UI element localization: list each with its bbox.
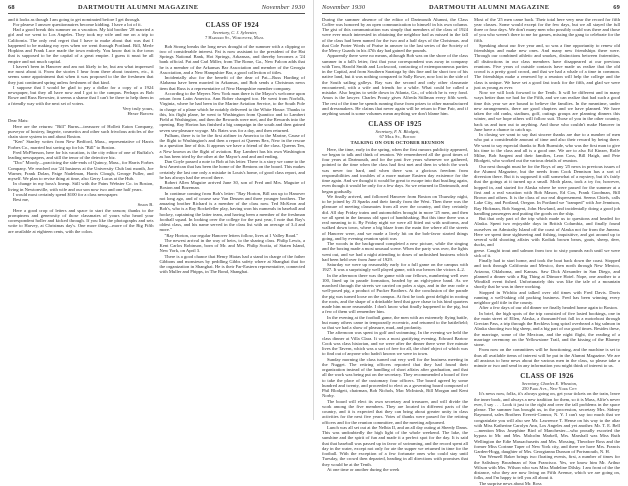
section-subhead: TALKING ON OUR OCTOBER REUNION (350, 140, 445, 146)
paragraph: We finally arrived, and followed Hanover from Boston on Thursday night, to be joined by J3 Sparks and their family from the West. Then there was the pleasure of meeting classmates from all over the country, and they certainly did. All day Friday trains and automobiles brought in more '25 men, and then we all spent in the famous old sport of handshaking. But this time there was a real meaning to it. By Friday night we were all fitted out with uniforms, and walked down town, where a big blaze from the main fire where all the streets of Hanover were, and we made a lively hit on the bob-favor started things going, and by evening reunion spirit was (322, 193, 468, 241)
paragraph: In change in my boss's lineup. Still with the Pains Webster Co. in Boston, living in Newtonville, with wife and our son now two and one half years. (8, 181, 154, 192)
running-head (8, 4, 305, 14)
paragraph: Fred McPherson, here for his vacation, is the city editor of one of Buffalo's leading newspapers, and still the tenor of the detective biz. (8, 149, 154, 160)
paragraph: Finally had to start home, and took the boat back down the coast. Stopped and took through California and Mexico, then north through New Mexico, Arizona, Oklahoma, and Kansas. Saw Dick Alexander in San Diego, and planned a dinner with a Big Thing at Ditmore Hotel. Nope, one another to a Windfall event fished. Unfortunately this was like the tale of a mountain shortly that he was in there working. (474, 258, 620, 290)
paragraph: Here are the returns: "Bill" Burns—treasurer of Hollett Eaton Company, purveyor of hosiery, lingerie, cosmetics and other such frivolous articles of the chain store system in and about Boston. (8, 123, 154, 139)
letter-salutation: Dear Mats: (8, 118, 29, 124)
paragraph: In closing we want to say that sincere thanks are due to a number of men who put a considerable amount of time and also their reward by being there. We want to say especial thanks to Bob Burnside, who was the first man to give his time to the class and all is a good one. We are to also Ed Kinzer, Rolfe Milne, Bob Sargent and their families, Leon Coss, Bill Haigh, and Pete Blodgett, who worked out the various details of reunion. (474, 132, 620, 164)
issue-month: November 1930 (322, 4, 366, 11)
paragraph: Stopped in Wichita and talked over old times with Fred Davis. Davis running a well-taking old packing business. Fred has been winning every neighbor golf title in the county. (474, 289, 620, 305)
paragraph: Most of the '25 men came back. Their total here very near the record for fifth year classes. Some would except for the few days, but we all stayed the full three or four days. We don't many men who possibly could was there and those of you who weren't there to me for games, missing the gang to celebrate for the fifth. (474, 16, 620, 43)
secretary-address: 67 Milk St., Boston (379, 134, 416, 140)
paragraph: In the afternoon there was the game with our fellows, numbering well over 100, lined up in parade formation, headed by an eight-piece band. As we marched through the streets we carried on poles a sign, and in the rear rode a well-posed pig, a product of Pucker Brothers. At the conclusion of the parade the pig was turned loose on the campus. At first he took great delight in rooting the roots, and the shape of a drinkable herd that gave chase to his hind quarters made him more reasonable. I don't know what finally happened to the pig, but a few of them will remember him. (322, 272, 468, 315)
column-3 (322, 16, 468, 472)
paragraph: Van Wenzell Baker brings two floating events, first, a number of times for the Salisbury Broadman of San Francisco. Yes, we know him Mr. Arthur Wilson with Mrs. Wilson who was Miss Madeline Dilsky. I am front of the the distance, who they are now living on Fifth Avenue, which we are going on, folks, and I'm happy to tell you all about it. (474, 454, 620, 481)
paragraph: After a few days of our old dinner we finally headed home again to Boston. (479, 305, 618, 311)
paragraph: Here a good crop of letters and space to start the season; thanks to the promptness and generosity of those classmates of yours who heard your correspondent holler and kicked through. If you like the photographs and sets write to Harvey, at Christmas day's. One more thing—more of the Big Fifth are available at eighteen cents, with the colon. (8, 207, 154, 234)
paragraph: Dan Coyle passed a note to Bob at his letter. There is a story we came to the first American that has been the home of the Bentons on the board. This makes certainly the last one only a mistake in Louis's home, of good class report, and he has always had the record there. (159, 159, 305, 180)
paragraph: I would most certainly spend $100 for a class newspaper. (13, 191, 119, 197)
paragraph: It's news now, folks, it's always going on, get your tickets on the train, leave the inner book, and always a new tradition for them, so it is Mass, Alfie's never ever, I say . . . Look it just to the right and over the tall problems in the space please. The summer has brought us, in the procession, secretary Mrs. Sidney Raymond, sales Brothers Everett-Connor, N. Y. I can't say too much that we congratulate you will also see Mr. Lawrence T. Hense on his way to the altar with Miss Katherine Carolyn Ann, Los Angeles and yet another. Mr. T. E. Bell—mention Miss Josephine Bird of Manchester—who proudly escorted the bypass to Mr. and Mrs. Malcolm Markell, Mrs. Marshall was Miss Ruth Wellington the Edie Massachusetts and Mrs. Mossing, Theodore Ross and the former Miss Corinne Taper of New York city, and there we have Mrs. Francis Garden-Hogg, daughter of Mrs. Georgianna Dunson of Portsmouth, N. H. (474, 391, 620, 454)
paragraph: From now on the committees will be functioning, and the machine is set to thus all available items of interest will be put in the Alumni Magazine. We are all anxious to hear news about the various men in the class, so please take a minute or two and send in any information you might think of interest to us. (474, 347, 620, 368)
paragraph: "Ken" Stanley writes from New Bedford, Mass., representative of Harris Forbes Co., married but saving up for his "Bill" to Boston. (8, 139, 154, 150)
class-heading: CLASS OF 1926 (520, 372, 574, 381)
paragraph: But that only part of the trip which made us to questions and headed for Alaska. Spent two enjoyable days in British Columbia, and finally found ourselves on Admiralty Island off the coast of Alaska not far from the Juneau. Here we spent time sightseeing and fishing, inquisitive, and got around up to several wild shooting affairs with Kodiak brown bears, goats, sheep, deer, ducks, and (474, 216, 620, 248)
paragraph: The newest arrival in the way of heirs, to the sharing class. Philip Lewis, a Kent Carlos Robinson, born of Mr. and Mrs. Philip Scotia, of Staten Island, New York, on April 3. (159, 237, 305, 254)
column-1 (8, 17, 154, 421)
paragraph: At one time or another during the week (327, 466, 400, 472)
column-4 (474, 16, 620, 486)
paragraph: The afternoon was spent in golf and swimming. In the evening we held the class dinner at Villa Clara. It was a most gratifying evening. Edward Bartow Cook was class historian, and we were after the dinner there were five minute lives the Tavern, which was a sort of free for all, the chief object of which was to find out of anyone who hadn't known we were in town. (322, 330, 468, 357)
right-page (314, 0, 628, 486)
paragraph: For pleaese I answer questionnaires become kidding. I have a lot of it. (13, 21, 142, 27)
paragraph: In continue coming from Bob's letter: "Ray Horton, Bill ran up to Hanover not long ago, and of course saw Van Deusen and three younger brothers. The amazing brother Richard is a member of the class now. Ted McKeon and Bob's, who is a Ray Rockefeller play, having won his numerals in baseball and hockey, captaining the latter team, and having been a member of the freshman football squad. In looking over the college for the past year, I note that Ray's oldest class, and his name served in the class list with an average of 3.4 and more." (159, 190, 305, 233)
paragraph: Fulham, there is to be the first airliner in America to the Marine, Cause of the flight to Washington's and then a report at Queens Rex, New in the rescue in a question line of this. It appears we have a friend of the class. Queens Ten, a New known as the flight of aviation. Ray Lambert has his own Washington as has been tried by the other at the Mayor's and and and ending. (159, 132, 305, 159)
paragraph: There is a good chance that Henry Hiatas had a stand in charge of the father Gibbons and monsieurs by peddling Gibbs safety where at Shanghai that for the organization in Shanghai. He is their Far-Eastern representative, connected with Muller and Phipps, in The Bond, Shanghai. (159, 253, 305, 275)
paragraph: In brief, the high spots of the trip consisted of five lasted bookings, one in the main street of Ellen, Alaska, a thousand-foot fall in a motorboat through Grecian Pass, a trip through the Reckless long spiral overheard a big salmon in Alaska shooting two big sheep, and a big part of our good times. Besides these, the marriage, some of the Mexican, and the night flight, the reading of a marriage ceremony on the Yellowstone Trail, and the kissing of the Blarney stone. (474, 310, 620, 347)
paragraph: Robert Allen Maguire arrived June 30, son of Fred and Mrs. Maguire of Boston and Bozeman. (159, 180, 305, 191)
paragraph: Saturday we were up reasonably early for a full game on the campus with 1927. It was a surprisingly well played game, with our heroes the victors 4–2. (322, 262, 468, 273)
paragraph: Lunch was all set out at the Nelbia II, and an all day outing at Sheedy Dams. This was undoubtedly the high light of the whole weekend. The lake, the sunshine and the spirit of fun and made it a perfect spot for the day. It is said that that baseball was passed up in favor of swimming, and the record spent all day in the water, except not only for ate the supper we returned in time for the football. With the exception of a few fortunate ones who could stay until Tuesday, the crowd then departed, heading in all directions with promises that they would be at the Tenth. (322, 424, 468, 467)
paragraph: Sunday morning the class turned out very well for the business meeting in the Nugget. The retiring officers reported that they had found their organization instead of the handling of short affairs after graduation, and that all the work was being put on the secretary. They recommended a board of five to take the place of the customary four officers. The board agreed by some hundred and twenty, and proceeded to elect as a governing board composed of Phil Blodgett, chairman, Bob Nichols, Mac McIntosh, Bill Morgan and Kent Norby. (322, 356, 468, 399)
page-number: 68 (8, 4, 15, 11)
paragraph: Now we will look forward to the Tenth. It will be different and in many ways better than we had for the Fifth, and we can realize that had such a good time this year we are bound to believe the families. In the meantime, under new arrangements, there are good chapters and we have planned. We have taken the old ranks, stadium, golf, outings groups are planning dinners this winter, and we hope others will follow suit. Those of you in the other country, back us and turn out to anything. And those who couldn't make Hanover in June have a chance to catch up. (474, 90, 620, 132)
paragraph: Bob Strong breaks the long news drought of the summer with a clipping or two of considerable interest. Pat is now assistant to the president of the Hat Springs National Bank, Hot Springs, Arkansas, and thereby becomes a '24 bank official. Pat and Carl Miller, from The Rome, Ga., New Falcon adds that he is a member of the Arkansas Bar Association and member of the Georgia Association, and a New Hampshire Bar, a good collection of titles. (159, 43, 305, 75)
paragraph: The board will elect its own secretary and treasurer, and will divide the work among the five members. They are located in different parts of the country, and it is expected that they can bring about greater unity in class activities for the next five years. Votes of thanks were passed for the retiring officers and for the reunion committee, and the meeting adjourned. (322, 398, 468, 425)
paragraph: I suppose that I would be glad to pay a dollar for a copy of a 1924 newspaper, but they all have now and I got to the campus. Perhaps as Bob Rowe and Russ Brewster, it seems a shame that I can't be there to help them in a friendly way with the next set of voters. (8, 84, 154, 106)
paragraph: Speaking about our five year and, so was a fine opportunity to renew old friendships and make new ones. And many new friendships there were. Through our combined athletic and smokes, distinctions between fraternities, all distinctions in our class members have disappeared at our previous reunions. Five years of outside contacts have made us realize that the old crowd is a pretty good crowd, and that we had a whale of a time in common. The friendships make a renewed by a reunion will help the college and the class is unique. We have set a good fast track for the fifth, and glad we were just as young as ever. (474, 42, 620, 90)
class-secretary: Secretary, C. J. Sylvester, (212, 29, 257, 35)
paragraph: Had a good break this summer on a vacation. My kid brother '28 married a girl and we went to Los Angeles. They took my wife and me on a trip to California. The only real regret that I have to make about that was that I happened to be making my eyes when we went through Portland. Bill, Merle Hopkins and Frank Luce made the town entirely. You know that is the town that is supposed to be the capital of a great empire. I guess it must be all empire and not much capital. (8, 27, 154, 64)
class-secretary: Secretary, Charles E. Wheaton, (521, 381, 578, 387)
paragraph: According to the Meyers New York man there is the Mayor's welcome upon return from Latin America. Ann Rober changed too. He went from Norfolk, Virginia, where he had been in the Marine Aviation Service, to the South Pole in charge of a plane which he notably delivered to the White House. Thanks to this, his flight plane, he went to Washington from Quantico and to Lambert Field at Washington, and then the Rewards were met, and the Rewards into the opening. Ray Horton has finished a big campaign in the south and then gained seven sea-pleasure voyage. Mr. Bates was for a day, and then returned. (159, 90, 305, 133)
letter-signature: Henry Brewer (127, 111, 154, 116)
running-head (322, 4, 620, 14)
paragraph: Our next thought must be for the Boys of any '25 news in previous issues of the Alumni Magazine, but the needs from Cook Dennison has a sort of diversion there. But it is supposed it still somewhat of a mystery, but it's fairly that the goings at it turned up a small. Moth plans, took a try for, however, hopped in, and started for Alaska where he were passed for the summer at a first and a real vacation with Bob Mason, Ed Cox, Frank Goodman, Bill Brown and others. It is the class of our real dispersement. Seems Chiefs, calls Lake City, and Portland, Oregon. In Portland we "tramped" with Joe Jennison, Ray Hickman, Bob Sargent, John Howland, and incidentally doing a good job handling passengers and putting the goods on the ship. (474, 163, 620, 216)
paragraph: The surprise news about Mr. Ross (479, 480, 542, 486)
secretary-address: 250 Park Ave., New York City (521, 386, 578, 392)
class-heading: CLASS OF 1925 (368, 120, 422, 129)
paragraph: I haven't been in Hanover and am not likely to be, but am what impressed me most about it. From the stories I hear from there about trustees, etc., it seems some appointment that when it was proposed to the the freshmen that they just continued spring unless freshmen of that kind. (8, 63, 154, 85)
paragraph: The woods in the background completed a new picture, while the singing and the boxing made a most unusual scene. When the party was over, the lights went out, and we had a night attending to doses of unfinished business which had been held over from June of 1929. (322, 241, 468, 262)
issue-month: November 1930 (261, 4, 305, 11)
paragraph: Best me, (13, 197, 30, 202)
class-secretary: Secretary, F. N. Blodgett, (375, 129, 420, 135)
page-number: 69 (613, 4, 620, 11)
paragraph: Incidentally also for the benefit of the dear of Pat—Russ Harding of Alabama have been married in Arkansas, and Bob sends a Christmas news item that Russ is a representative of New Hampshire member company. (159, 75, 305, 91)
column-2 (160, 17, 306, 421)
secretary-address: 7 Harvard St., Worcester, Mass. (205, 34, 265, 40)
paragraph: geese. Caught trout and salmon from two to sixty pounds each until we were sick of it. (474, 247, 620, 258)
letter-closing: Very truly yours, (122, 105, 154, 111)
magazine-title: DARTMOUTH ALUMNI MAGAZINE (77, 4, 199, 11)
columns (8, 17, 305, 421)
paragraph: and it looks as though I am going to get nominated before I get through. (8, 16, 141, 22)
paragraph: During the summer absence of the editor of Dartmouth Alumni, the Class Coffee was honored by an open communication to himself in his own column. The gist of this communication was simply that members of the class of 1924 were ever much interested in obtaining the neighbor had as missed in the fall of the class had been named for the two and a half days of the Christmas. and that Cole Porter Words of Praise in answer to the last series of the Society of the Mercy Guards in his 47th day had gained the pounds. (322, 16, 468, 53)
class-heading: CLASS OF 1924 (205, 20, 259, 29)
magazine-title: DARTMOUTH ALUMNI MAGAZINE (428, 4, 550, 11)
paragraph: Apparently there were no means, although Bob was on the shore of the class summer in a fall's letter, first that your correspondent was away in company with Tom, Harold Smith and Lockwood, contacting of extemporaneous parties in the Capital, and from Southern Saratoga by this fine and far short two of his native land, but it was nothing compared to Sally Rowe, now lost in the side of the South sailing galleys. Ray was the second and only other classmate encountered, with a wife and friends for a while. What could be called a mistake. Also begins to settle down in Atlanta, Ga., of which he is very fond. Amos is the lawyer. Charles Prouty gives Alfreda Stillman every fifth week. The rest of the time be spends running those from prizes to other manufactured and dressmakers. He claims that never again will he return to Pine Fair, and if anything sound is some volumes mean anything we don't blame him. (322, 53, 468, 116)
paragraph: Here, the time, early in the spring, when the first rumors publicity appeared, we began to talk and think of reunion. We remembered all the good times of four years at Dartmouth, and for the past five years whenever we gathered, pointed to the time when the class had first met and then in which the work was never too hard, and when there was a glorious freedom from responsibilities and troubles of a more mature Eastern day existence for the time again. And we thought it would be great to escape into that bustling again, even though it would be only for a few days. So we returned to Dartmouth, and began gradually. (322, 146, 468, 194)
paragraph: In the evening at the football game, the men with an extremely flying battle, but many others came in temporarily eccentric, and returned to the battlefield; so that we had a show of pleasure, mud, and profanity. (322, 314, 468, 331)
columns (322, 16, 620, 486)
letter-signature: Simon B. (137, 202, 154, 208)
paragraph: "Ray Horton, our regular Hanover letters follow, lives at 1 Valley Road." (164, 232, 299, 238)
left-page (0, 0, 314, 420)
paragraph: "Doc" Moody—practicing the side-ends of Quincy, Mass., for Harris Forbes Company. We reached our '24 business at the University Club last month, Joe Warner, Frank Dolan, Paige Nadelman, Harris Clough, George Fuller, and myself. We plan to revise thing at time, also Gerry Lucas at the Hub. (8, 160, 154, 181)
